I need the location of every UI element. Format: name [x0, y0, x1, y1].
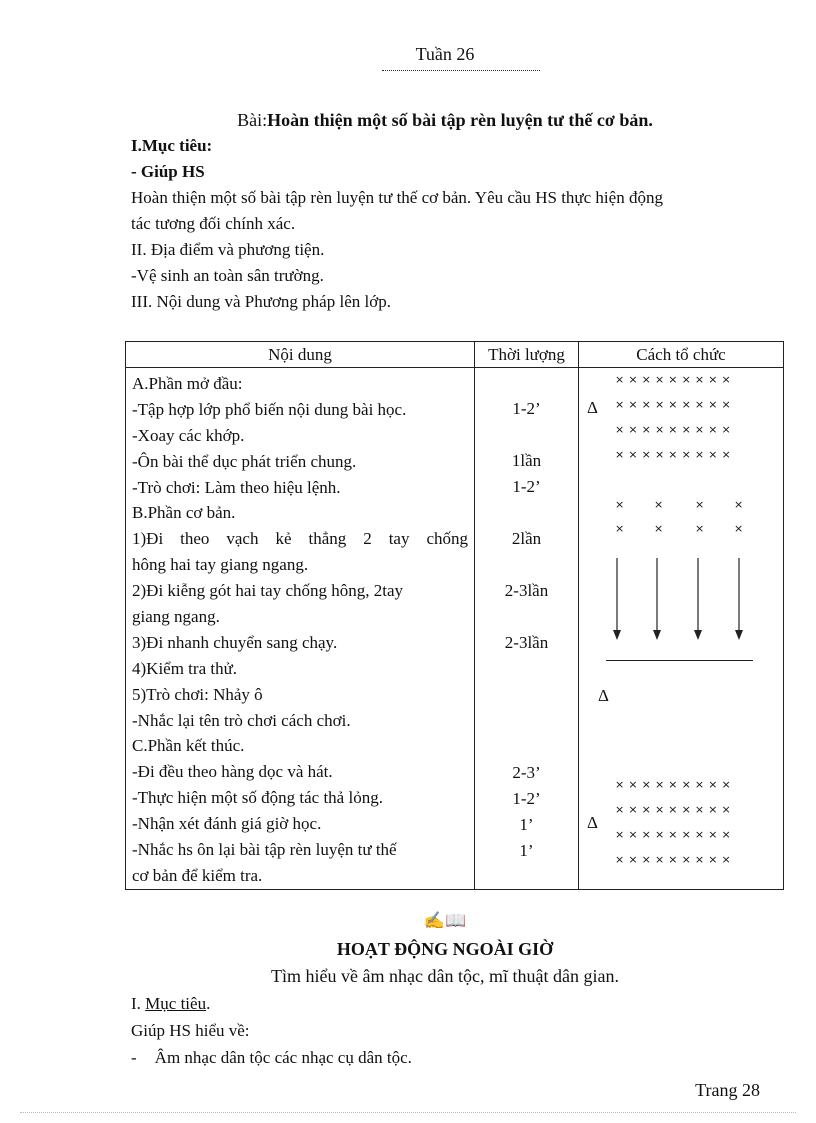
student-mark: ×: [654, 498, 664, 511]
student-mark: ×: [615, 522, 625, 535]
formation-row: ×××××××××: [615, 853, 735, 866]
duration-value: 1’: [519, 815, 534, 834]
extra-objectives-suffix: .: [206, 994, 211, 1013]
lesson-title-text: Hoàn thiện một số bài tập rèn luyện tư thế cơ bản.: [267, 110, 653, 130]
content-line: -Nhận xét đánh giá giờ học.: [132, 814, 322, 834]
student-mark: ×: [734, 522, 744, 535]
method-heading: III. Nội dung và Phương pháp lên lớp.: [131, 292, 391, 311]
table-body-row: [126, 368, 784, 890]
header-organization: Cách tổ chức: [579, 342, 784, 368]
extracurricular-heading: HOẠT ĐỘNG NGOÀI GIỜ: [336, 939, 554, 959]
duration-value: 2-3lần: [504, 633, 549, 652]
student-mark: ×: [654, 522, 664, 535]
content-line: C.Phần kết thúc.: [132, 736, 245, 756]
content-line: -Thực hiện một số động tác thả lỏng.: [132, 788, 383, 808]
content-line: -Xoay các khớp.: [132, 425, 245, 445]
objectives-line-1: Hoàn thiện một số bài tập rèn luyện tư thế cơ bản. Yêu cầu HS thực hiện động: [131, 188, 663, 207]
content-line: -Tập hợp lớp phổ biến nội dung bài học.: [132, 399, 407, 419]
content-line: giang ngang.: [132, 607, 220, 627]
extra-objectives-prefix: I.: [131, 994, 146, 1013]
extra-bullet-line: [131, 1044, 412, 1071]
content-line: -Nhắc hs ôn lại bài tập rèn luyện tư thế: [132, 840, 397, 860]
student-mark: ×: [615, 498, 625, 511]
arrow-down-icon: [734, 558, 744, 640]
arrow-down-icon: [612, 558, 622, 640]
content-line: A.Phần mở đầu:: [132, 374, 243, 393]
lesson-title: [0, 110, 816, 131]
content-line: -Nhắc lại tên trò chơi cách chơi.: [132, 710, 351, 730]
content-line: 1)Đi theo vạch kẻ thẳng 2 tay chống: [132, 529, 468, 549]
formation-row: ×××××××××: [615, 423, 735, 436]
finish-line: [606, 660, 753, 661]
student-mark: ×: [695, 498, 705, 511]
duration-value: 1-2’: [512, 789, 541, 808]
arrow-down-icon: [693, 558, 703, 640]
formation-row: ×××××××××: [615, 778, 735, 791]
extracurricular-body: [131, 990, 412, 1071]
duration-value: 2-3lần: [504, 581, 549, 600]
extracurricular-subheading: Tìm hiểu về âm nhạc dân tộc, mĩ thuật dân gian.: [271, 966, 619, 986]
content-line: cơ bản để kiểm tra.: [132, 865, 263, 885]
duration-value: 1-2’: [512, 477, 541, 496]
objectives-sub: - Giúp HS: [131, 162, 205, 181]
formation-row: ×××××××××: [615, 448, 735, 461]
section-ornament-icon: ✍📖: [423, 911, 467, 930]
content-line: -Ôn bài thể dục phát triển chung.: [132, 451, 357, 471]
duration-cell: [475, 368, 579, 890]
venue-line: -Vệ sinh an toàn sân trường.: [131, 266, 324, 285]
duration-value: 1’: [519, 841, 534, 860]
objectives-heading: I.Mục tiêu:: [131, 136, 213, 155]
formation-row: ×××××××××: [615, 803, 735, 816]
teacher-triangle-icon: Δ: [587, 398, 598, 417]
teacher-triangle-icon: Δ: [587, 813, 598, 832]
objectives-line-2: tác tương đối chính xác.: [131, 214, 296, 233]
formation-row: ×××××××××: [615, 373, 735, 386]
content-line: hông hai tay giang ngang.: [132, 555, 309, 575]
week-label: Tuần 26: [415, 44, 475, 64]
venue-heading: II. Địa điểm và phương tiện.: [131, 240, 325, 259]
organization-cell: [579, 368, 784, 890]
extra-objectives-label: Mục tiêu: [145, 994, 207, 1013]
formation-row: ×××××××××: [615, 398, 735, 411]
content-line: 4)Kiểm tra thử.: [132, 658, 238, 678]
teacher-triangle-icon: Δ: [598, 686, 609, 705]
lesson-title-prefix: Bài:: [237, 110, 268, 130]
content-line: B.Phần cơ bản.: [132, 503, 236, 523]
lesson-intro: [131, 133, 771, 315]
duration-value: 1lần: [511, 451, 542, 470]
duration-value: 1-2’: [512, 399, 541, 418]
header-duration: Thời lượng: [475, 342, 579, 368]
table-header-row: [126, 342, 784, 368]
content-line: 2)Đi kiễng gót hai tay chống hông, 2tay: [132, 581, 404, 601]
header-content: Nội dung: [126, 342, 475, 368]
content-cell: [126, 368, 475, 890]
week-underline: [382, 70, 540, 71]
student-mark: ×: [695, 522, 705, 535]
content-line: 5)Trò chơi: Nhảy ô: [132, 684, 263, 704]
content-line: 3)Đi nhanh chuyển sang chạy.: [132, 632, 338, 652]
bullet-dash: -: [131, 1048, 137, 1067]
bullet-text: Âm nhạc dân tộc các nhạc cụ dân tộc.: [154, 1048, 412, 1067]
lesson-plan-table: [125, 341, 784, 890]
extra-help-line: Giúp HS hiểu về:: [131, 1021, 250, 1040]
arrow-down-icon: [652, 558, 662, 640]
student-mark: ×: [734, 498, 744, 511]
duration-value: 2-3’: [512, 763, 541, 782]
extra-objectives-line: [131, 990, 412, 1017]
formation-row: ×××××××××: [615, 828, 735, 841]
bottom-rule: [20, 1112, 796, 1113]
page-number: Trang 28: [695, 1080, 760, 1100]
content-line: -Trò chơi: Làm theo hiệu lệnh.: [132, 477, 341, 497]
duration-value: 2lần: [511, 529, 542, 548]
content-line: -Đi đều theo hàng dọc và hát.: [132, 762, 333, 782]
